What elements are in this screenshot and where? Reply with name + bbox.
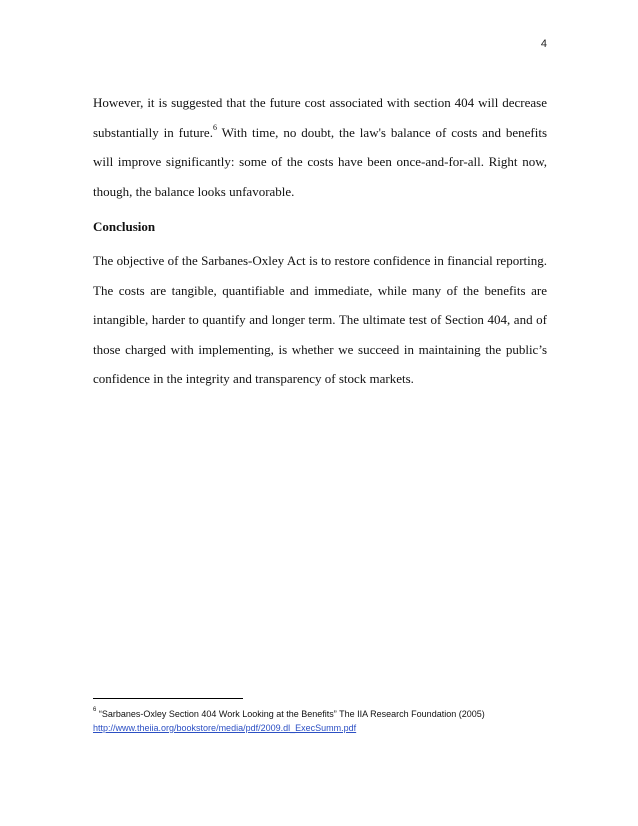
footnote-link[interactable]: http://www.theiia.org/bookstore/media/pdf/2009.dl_ExecSumm.pdf <box>93 723 357 733</box>
footnote-separator <box>93 698 243 699</box>
section-heading-conclusion: Conclusion <box>93 219 156 235</box>
footnote-text: “Sarbanes-Oxley Section 404 Work Looking at the Benefits” The IIA Research Foundation (2005) <box>96 709 485 719</box>
page-number: 4 <box>540 38 547 50</box>
footnote-citation <box>93 707 553 721</box>
footnote <box>93 707 553 735</box>
document-body <box>93 88 547 394</box>
paragraph-future-cost-text-a: However, it is suggested that the future cost associated with section 404 will decrease substantially in future. <box>93 95 547 140</box>
paragraph-future-cost <box>93 88 547 206</box>
footnote-reference[interactable]: 6 <box>212 123 217 133</box>
footnote-marker: 6 <box>93 707 97 713</box>
paragraph-future-cost-text-b: With time, no doubt, the law's balance of costs and benefits will improve significantly: some of the costs have been once-and-for-all. Right now, though, the balance looks unfavorable. <box>93 124 548 199</box>
paragraph-conclusion: The objective of the Sarbanes-Oxley Act is to restore confidence in financial reporting. The costs are tangible, quantifiable and immediate, while many of the benefits are intangible, harder to quantify and longer term. The ultimate test of Section 404, and of those charged with implementing, is whether we succeed in maintaining the public’s confidence in the integrity and transparency of stock markets. <box>93 252 547 387</box>
